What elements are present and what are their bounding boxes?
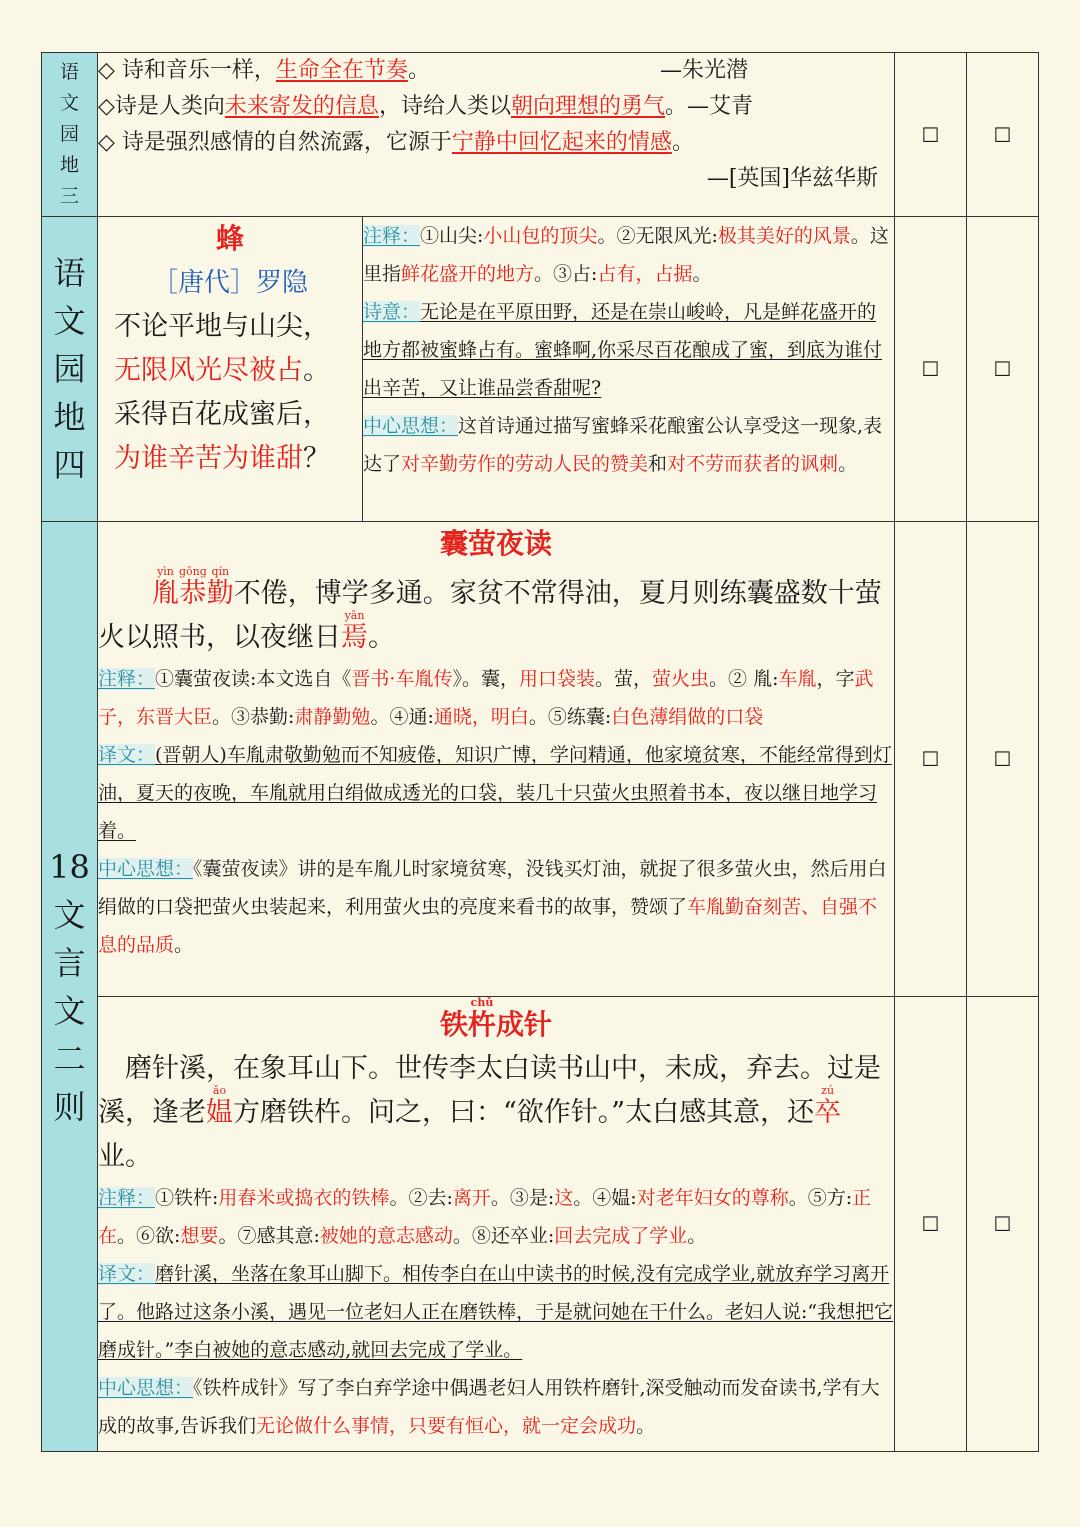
quote-1: ◇ 诗和音乐一样，生命全在节奏。 —朱光潜 (98, 58, 748, 83)
checkbox[interactable]: ☐ (895, 522, 967, 997)
poem-line: 为谁辛苦为谁甜？ (114, 443, 330, 474)
center-idea: 中心思想：《囊萤夜读》讲的是车胤儿时家境贫寒，没钱买灯油，就捉了很多萤火虫，然后用白绢做的口袋把萤火虫装起来，利用萤火虫的亮度来看书的故事，赞颂了车胤勤奋刻苦、自强不息的品质。 (98, 858, 887, 956)
row-label: 18 文 言 文 二 则 (42, 522, 98, 1452)
text-tiechu (98, 997, 895, 1452)
text-title: 囊萤夜读 (440, 527, 553, 560)
checkbox[interactable]: ☐ (967, 997, 1039, 1452)
original-text: 胤yìn恭gōng勤qín不倦，博学多通。家贫不常得油，夏月则练囊盛数十萤火以照书，以夜继日焉yān。 (98, 565, 882, 653)
checkbox[interactable]: ☐ (967, 522, 1039, 997)
poem-notes-cell (363, 217, 895, 522)
notes: 注释：①铁杵:用舂米或捣衣的铁棒。②去:离开。③是:这。④媪:对老年妇女的尊称。⑤方:正在。⑥欲:想要。⑦感其意:被她的意志感动。⑧还卒业:回去完成了学业。 (98, 1187, 872, 1247)
meaning: 诗意：无论是在平原田野，还是在崇山峻岭，凡是鲜花盛开的地方都被蜜蜂占有。蜜蜂啊,你采尽百花酿成了蜜，到底为谁付出辛苦，又让谁品尝香甜呢? (363, 301, 883, 399)
translation: 译文：(晋朝人)车胤肃敬勤勉而不知疲倦，知识广博，学问精通，他家境贫寒，不能经常得到灯油，夏天的夜晚，车胤就用白绢做成透光的口袋，装几十只萤火虫照着书本，夜以继日地学习着。 (98, 744, 892, 842)
quote-3-author: —[英国]华兹华斯 (706, 166, 879, 191)
row-yuwen-yuandi-3 (42, 53, 1039, 217)
poem-cell (98, 217, 363, 522)
center-idea: 中心思想：《铁杵成针》写了李白弃学途中偶遇老妇人用铁杵磨针,深受触动而发奋读书,学有大成的故事,告诉我们无论做什么事情，只要有恒心，就一定会成功。 (98, 1377, 880, 1437)
poem-line: 无限风光尽被占。 (114, 355, 330, 386)
poem-title: 蜂 (215, 222, 244, 255)
checkbox[interactable]: ☐ (967, 217, 1039, 522)
poem-author: ［唐代］罗隐 (151, 268, 308, 298)
text-title: 铁杵chǔ成针 (439, 996, 553, 1041)
checkbox[interactable]: ☐ (895, 217, 967, 522)
quote-3: ◇ 诗是强烈感情的自然流露，它源于宁静中回忆起来的情感。 (98, 130, 694, 155)
quotes-cell (98, 53, 895, 217)
poem-line: 采得百花成蜜后， (114, 399, 330, 430)
original-text: 磨针溪，在象耳山下。世传李太白读书山中，未成，弃去。过是溪，逢老媪ǎo方磨铁杵。问之，曰：“欲作针。”太白感其意，还卒zú业。 (98, 1053, 881, 1172)
row-yuwen-yuandi-4 (42, 217, 1039, 522)
poem-line: 不论平地与山尖， (114, 311, 330, 342)
row-label: 语 文 园 地 四 (42, 217, 98, 522)
translation: 译文：磨针溪，坐落在象耳山脚下。相传李白在山中读书的时候,没有完成学业,就放弃学习离开了。他路过这条小溪，遇见一位老妇人正在磨铁棒，于是就问她在干什么。老妇人说:“我想把它磨成针。”李白被她的意志感动,就回去完成了学业。 (98, 1263, 894, 1361)
review-table (41, 52, 1039, 1452)
notes: 注释：①山尖:小山包的顶尖。②无限风光:极其美好的风景。这里指鲜花盛开的地方。③占:占有，占据。 (363, 225, 889, 285)
checkbox[interactable]: ☐ (967, 53, 1039, 217)
row-nangying-yedu (42, 522, 1039, 997)
center-idea: 中心思想：这首诗通过描写蜜蜂采花酿蜜公认享受这一现象,表达了对辛勤劳作的劳动人民的赞美和对不劳而获者的讽刺。 (363, 415, 883, 475)
quote-2: ◇诗是人类向未来寄发的信息，诗给人类以朝向理想的勇气。—艾青 (98, 94, 753, 119)
text-nangying (98, 522, 895, 997)
row-tiechu-chengzhen (42, 997, 1039, 1452)
row-label: 语 文 园 地 三 (42, 53, 98, 217)
checkbox[interactable]: ☐ (895, 53, 967, 217)
notes: 注释：①囊萤夜读:本文选自《晋书·车胤传》。囊，用口袋装。萤，萤火虫。② 胤:车胤，字武子，东晋大臣。③恭勤:肃静勤勉。④通:通晓，明白。⑤练囊:白色薄绢做的口袋 (98, 668, 874, 728)
checkbox[interactable]: ☐ (895, 997, 967, 1452)
